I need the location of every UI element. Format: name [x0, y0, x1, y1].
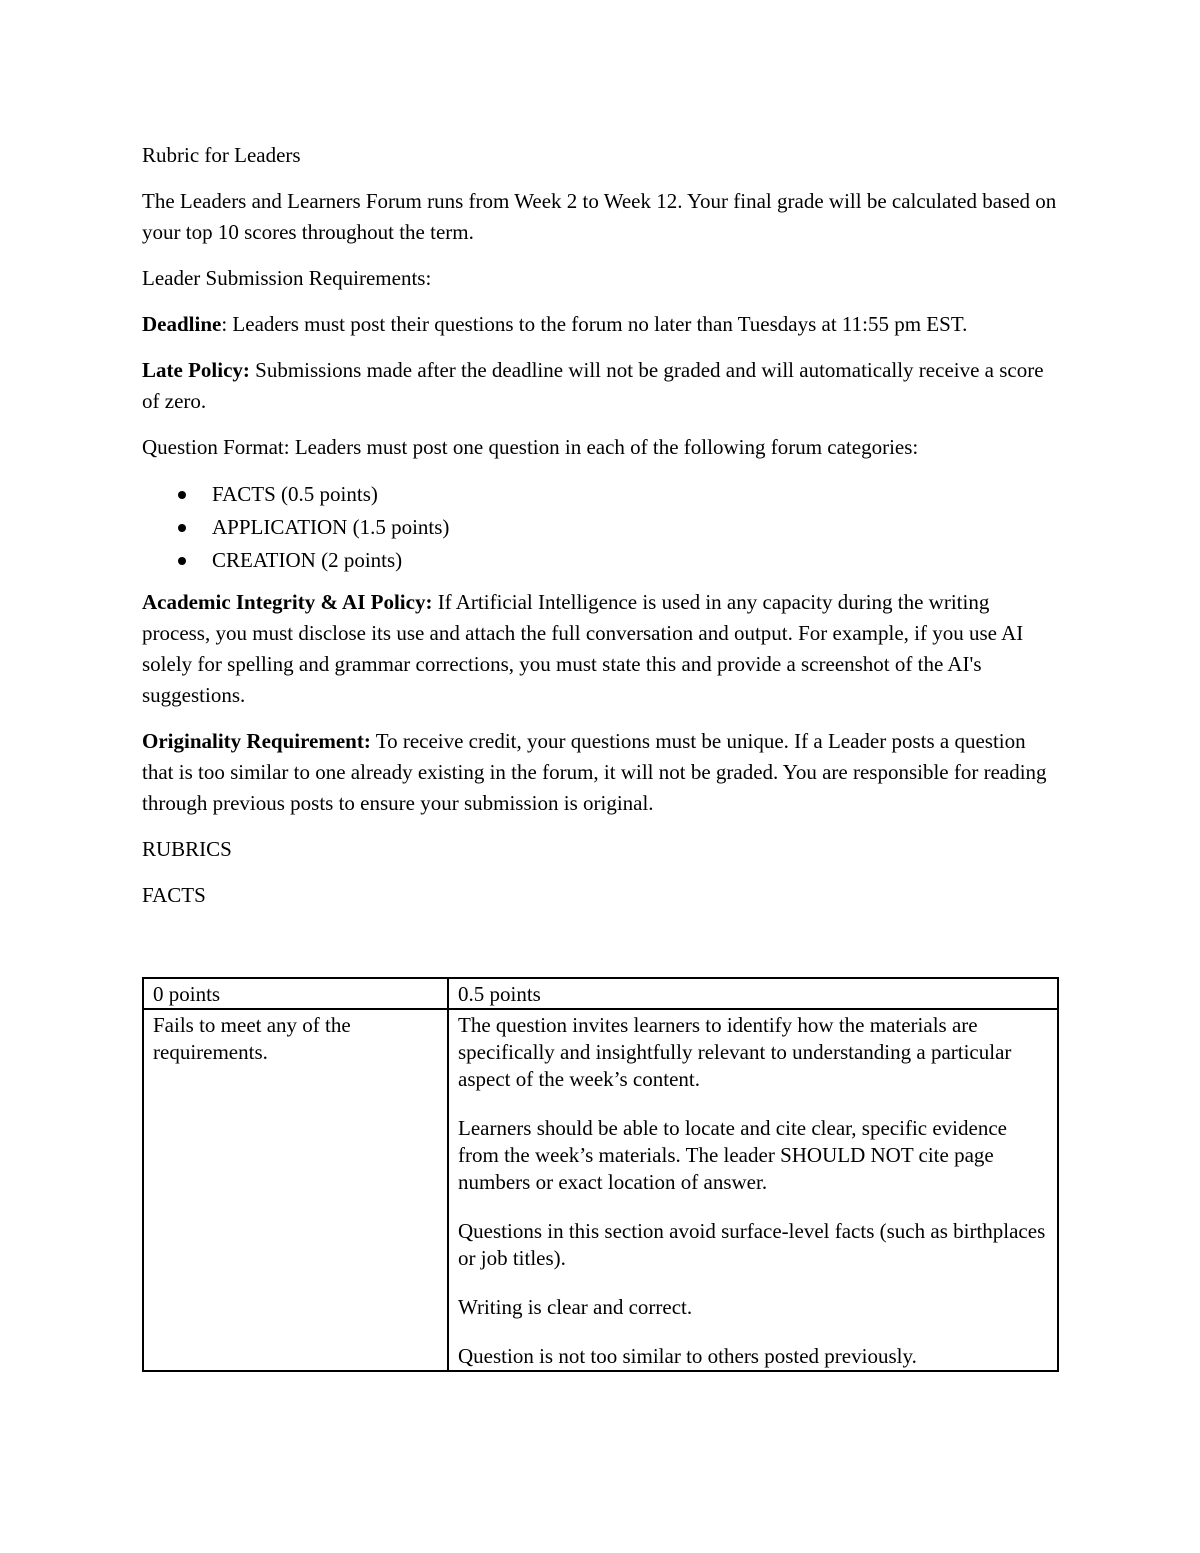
- document-title: Rubric for Leaders: [142, 143, 301, 167]
- table-cell: [143, 1009, 448, 1371]
- requirements-heading: Leader Submission Requirements:: [142, 266, 432, 290]
- deadline-label: Deadline: [142, 312, 222, 336]
- question-format-paragraph: Question Format: Leaders must post one question in each of the following forum categories:: [142, 435, 919, 459]
- bullet-icon: [178, 557, 186, 565]
- rubrics-heading: RUBRICS: [142, 837, 232, 861]
- late-policy-text: Submissions made after the deadline will not be graded and will automatically receive a score of zero.: [142, 358, 1044, 413]
- table-row: [143, 1009, 1058, 1371]
- criteria-paragraph: Learners should be able to locate and cite clear, specific evidence from the week’s materials. The leader SHOULD NOT cite page numbers or exact location of answer.: [458, 1116, 1007, 1194]
- intro-paragraph: The Leaders and Learners Forum runs from Week 2 to Week 12. Your final grade will be calculated based on your top 10 scores throughout the term.: [142, 189, 1057, 244]
- late-policy-label: Late Policy:: [142, 358, 250, 382]
- criteria-paragraph: The question invites learners to identify how the materials are specifically and insightfully relevant to understanding a particular aspect of the week’s content.: [458, 1013, 1012, 1091]
- originality-paragraph: [142, 726, 1062, 819]
- list-item: CREATION (2 points): [142, 544, 1062, 577]
- table-header-cell: 0 points: [143, 978, 448, 1009]
- criteria-paragraph: Questions in this section avoid surface-level facts (such as birthplaces or job titles).: [458, 1219, 1046, 1270]
- ai-policy-paragraph: [142, 587, 1062, 711]
- list-item: FACTS (0.5 points): [142, 478, 1062, 511]
- ai-policy-text: If Artificial Intelligence is used in any capacity during the writing process, you must disclose its use and attach the full conversation and output. For example, if you use AI solely for spelling and grammar corrections, you must state this and provide a screenshot of the AI's suggestions.: [142, 590, 1024, 707]
- ai-policy-label: Academic Integrity & AI Policy:: [142, 590, 433, 614]
- facts-heading: FACTS: [142, 883, 206, 907]
- table-header-row: [143, 978, 1058, 1009]
- bullet-icon: [178, 491, 186, 499]
- criteria-paragraph: Writing is clear and correct.: [458, 1295, 693, 1319]
- originality-label: Originality Requirement:: [142, 729, 371, 753]
- late-policy-paragraph: [142, 355, 1062, 417]
- deadline-paragraph: [142, 309, 1062, 340]
- originality-text: To receive credit, your questions must be unique. If a Leader posts a question that is too similar to one already existing in the forum, it will not be graded. You are responsible for reading through previous posts to ensure your submission is original.: [142, 729, 1047, 815]
- criteria-paragraph: Question is not too similar to others posted previously.: [458, 1344, 917, 1368]
- table-cell: [448, 1009, 1058, 1371]
- cell-text: Fails to meet any of the requirements.: [153, 1013, 351, 1064]
- category-list: [142, 478, 1062, 577]
- table-header-cell: 0.5 points: [448, 978, 1058, 1009]
- facts-rubric-table: [142, 977, 1059, 1372]
- list-item: APPLICATION (1.5 points): [142, 511, 1062, 544]
- document-page: [142, 140, 1062, 926]
- bullet-icon: [178, 524, 186, 532]
- deadline-text: : Leaders must post their questions to the forum no later than Tuesdays at 11:55 pm EST.: [221, 312, 968, 336]
